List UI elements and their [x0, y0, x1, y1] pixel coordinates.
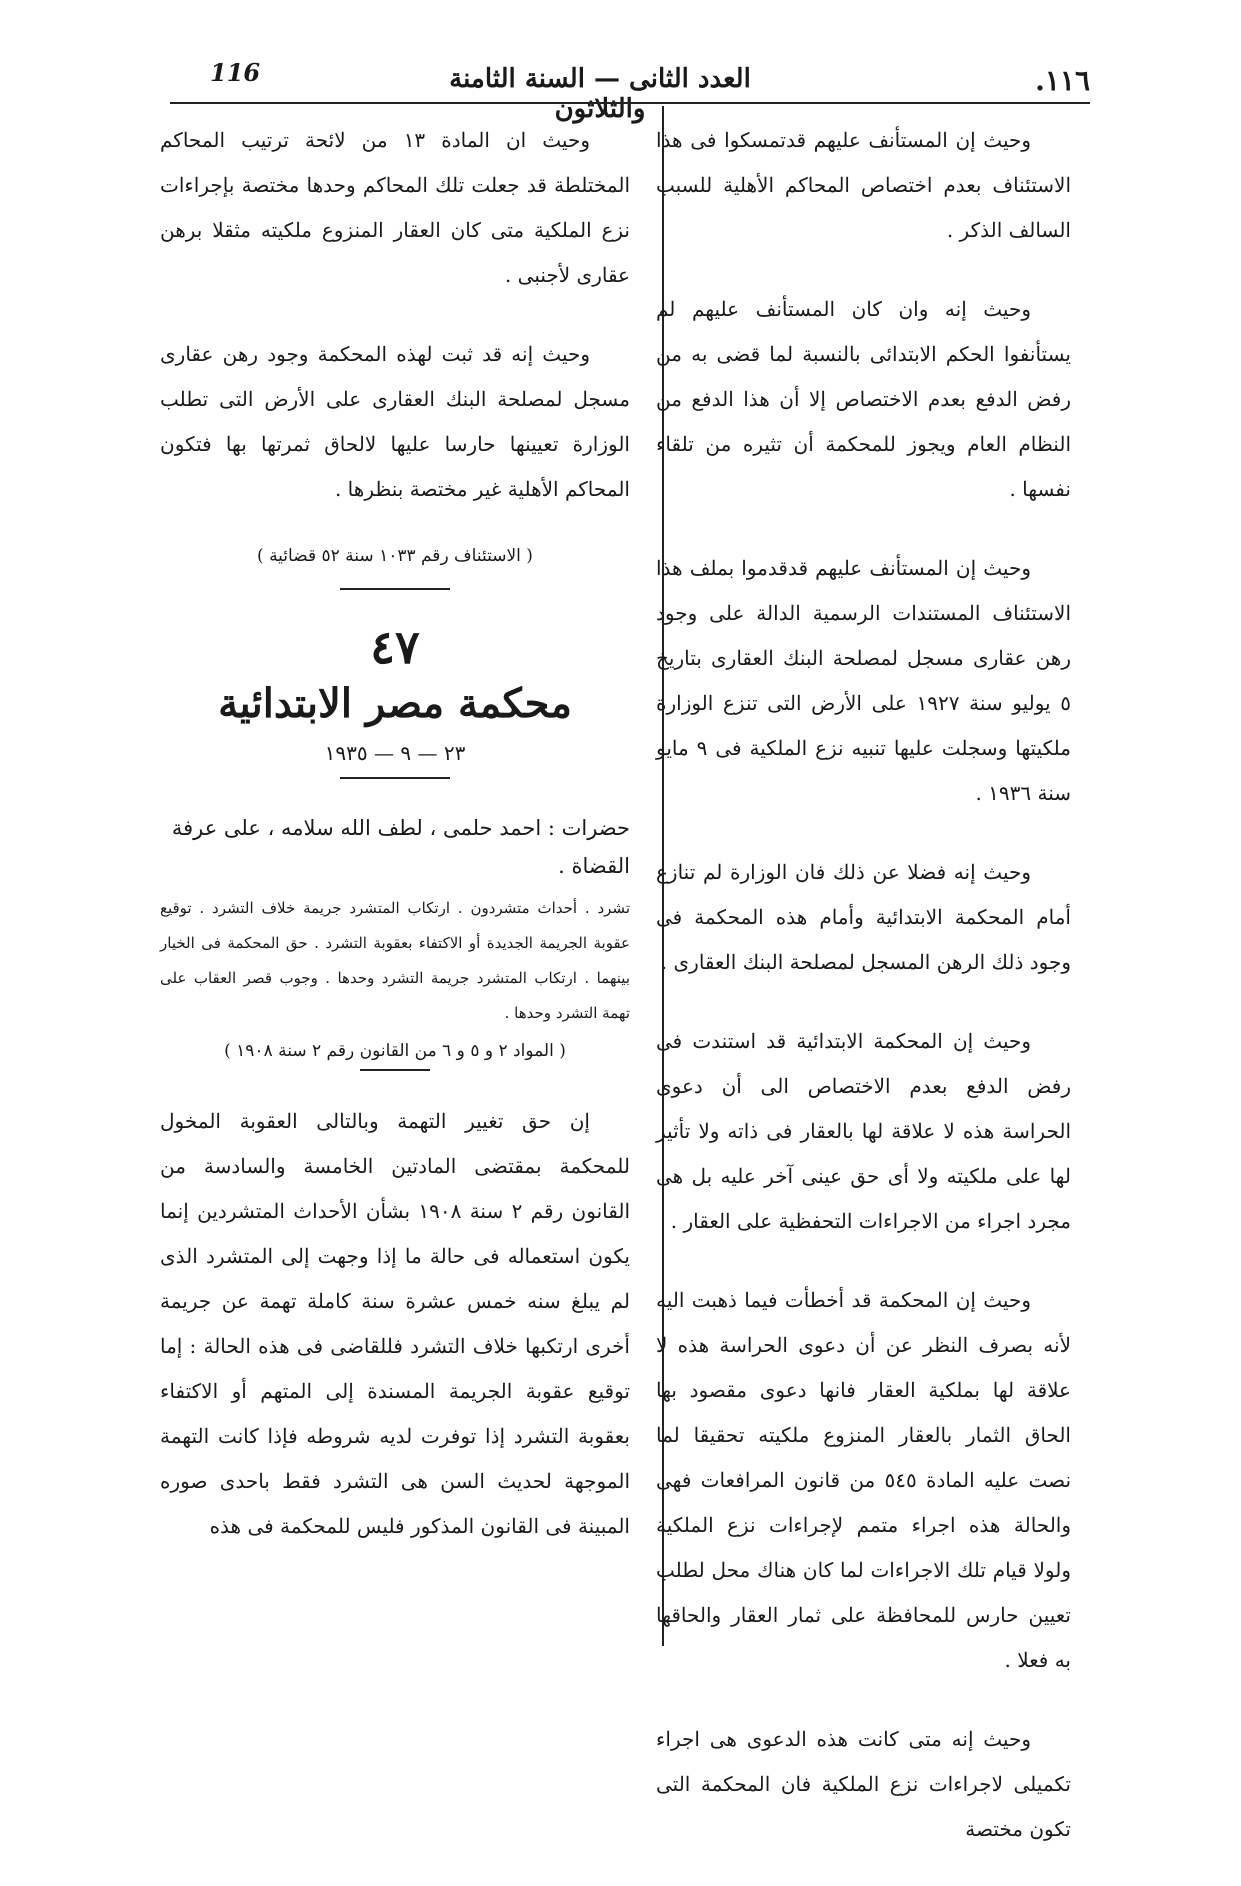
date-rule — [340, 777, 450, 779]
section-rule — [340, 588, 450, 590]
judges-line: حضرات : احمد حلمى ، لطف الله سلامه ، على عرفة القضاة . — [171, 816, 630, 878]
case-summary: تشرد . أحداث متشردون . ارتكاب المتشرد جريمة خلاف التشرد . توقيع عقوبة الجريمة الجديدة أو الاكتفاء بعقوبة التشرد . حق المحكمة فى الخيار بينهما . ارتكاب المتشرد جريمة التشرد وحدها . وجوب قصر العقاب على تهمة التشرد وحدها . — [160, 899, 630, 1022]
legal-articles: ( المواد ٢ و ٥ و ٦ من القانون رقم ٢ سنة ١٩٠٨ ) — [224, 1041, 566, 1061]
page-number-arabic: ١١٦. — [1035, 64, 1090, 97]
paragraph: وحيث إنه وان كان المستأنف عليهم لم يستأنفوا الحكم الابتدائى بالنسبة لما قضى به من رفض الدفع بعدم الاختصاص إلا أن هذا الدفع من النظام العام ويجوز للمحكمة أن تثيره من تلقاء نفسها . — [656, 297, 1071, 501]
page-header — [170, 44, 1090, 124]
case-number: ٤٧ — [370, 620, 420, 674]
paragraph: وحيث إنه قد ثبت لهذه المحكمة وجود رهن عقارى مسجل لمصلحة البنك العقارى على الأرض التى تطلب الوزارة تعيينها حارسا عليها لالحاق ثمرتها بها فتكون المحاكم الأهلية غير مختصة بنظرها . — [160, 342, 630, 501]
appeal-citation: ( الاستئناف رقم ١٠٣٣ سنة ٥٢ قضائية ) — [257, 546, 533, 566]
court-name: محكمة مصر الابتدائية — [218, 680, 572, 727]
paragraph: وحيث ان المادة ١٣ من لائحة ترتيب المحاكم المختلطة قد جعلت تلك المحاكم وحدها مختصة بإجراءات نزع الملكية متى كان العقار المنزوع ملكيته مثقلا برهن عقارى لأجنبى . — [160, 128, 630, 287]
page-number-latin: 116 — [210, 58, 261, 87]
paragraph: إن حق تغيير التهمة وبالتالى العقوبة المخول للمحكمة بمقتضى المادتين الخامسة والسادسة من القانون رقم ٢ سنة ١٩٠٨ بشأن الأحداث المتشردين إنما يكون استعماله فى حالة ما إذا وجهت إلى المتشرد الذى لم يبلغ سنه خمس عشرة سنة كاملة تهمة عن جريمة أخرى ارتكبها خلاف التشرد فللقاضى فى هذه الحالة : إما توقيع عقوبة الجريمة المسندة إلى المتهم أو الاكتفاء بعقوبة التشرد إذا توفرت لديه شروطه فإذا كانت التهمة الموجهة لحديث السن هى التشرد فقط باحدى صوره المبينة فى القانون المذكور فليس للمحكمة فى هذه — [160, 1109, 630, 1538]
left-column — [160, 118, 630, 1559]
paragraph: وحيث إن المحكمة قد أخطأت فيما ذهبت اليه لأنه بصرف النظر عن أن دعوى الحراسة هذه لا علاقة لها بملكية العقار فانها دعوى مقصود بها الحاق الثمار بالعقار المنزوع ملكيته تحقيقا لما نصت عليه المادة ٥٤٥ من قانون المرافعات فهى والحالة هذه اجراء متمم لإجراءات نزع الملكية ولولا قيام تلك الاجراءات لما كان هناك محل لطلب تعيين حارس للمحافظة على ثمار العقار والحاقها به فعلا . — [656, 1288, 1072, 1672]
right-column — [656, 118, 1071, 1886]
paragraph: وحيث إن المستأنف عليهم قدتمسكوا فى هذا الاستئناف بعدم اختصاص المحاكم الأهلية للسبب السالف الذكر . — [656, 128, 1071, 242]
paragraph: وحيث إن المحكمة الابتدائية قد استندت فى رفض الدفع بعدم الاختصاص الى أن دعوى الحراسة هذه لا علاقة لها بالعقار فى ذاته ولا تأثير لها على ملكيته ولا أى حق عينى آخر عليه بل هى مجرد اجراء من الاجراءات التحفظية على العقار . — [656, 1029, 1071, 1233]
paragraph: وحيث إنه فضلا عن ذلك فان الوزارة لم تنازع أمام المحكمة الابتدائية وأمام هذه المحكمة فى وجود ذلك الرهن المسجل لمصلحة البنك العقارى . — [656, 860, 1071, 974]
articles-rule — [360, 1069, 430, 1071]
ruling-text — [160, 1099, 630, 1549]
header-rule — [170, 102, 1090, 104]
paragraph: وحيث إنه متى كانت هذه الدعوى هى اجراء تكميلى لاجراءات نزع الملكية فان المحكمة التى تكون مختصة — [656, 1727, 1071, 1841]
issue-title: العدد الثانى — السنة الثامنة والثلاثون — [449, 64, 751, 124]
case-date: ٢٣ — ٩ — ١٩٣٥ — [324, 741, 466, 765]
paragraph: وحيث إن المستأنف عليهم قدقدموا بملف هذا الاستئناف المستندات الرسمية الدالة على وجود رهن عقارى مسجل لمصلحة البنك العقارى بتاريخ ٥ يوليو سنة ١٩٢٧ على الأرض التى تنزع الوزارة ملكيتها وسجلت عليها تنبيه نزع الملكية فى ٩ مايو سنة ١٩٣٦ . — [656, 556, 1071, 805]
